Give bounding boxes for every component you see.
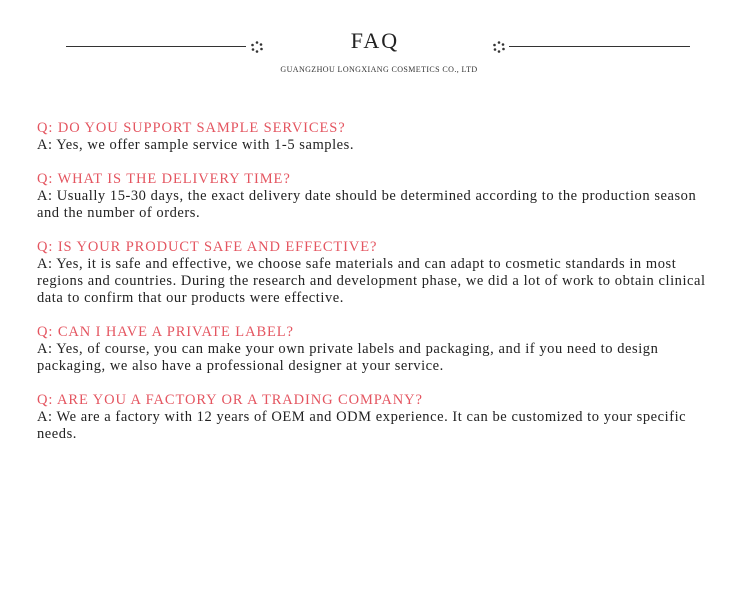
company-name: GUANGZHOU LONGXIANG COSMETICS CO., LTD bbox=[280, 65, 478, 74]
faq-answer: A: Yes, of course, you can make your own private labels and packaging, and if you need to design packaging, we also have a professional designer at your service. bbox=[37, 341, 659, 374]
faq-item bbox=[37, 239, 717, 307]
faq-question: Q: WHAT IS THE DELIVERY TIME? bbox=[37, 171, 291, 187]
page-header bbox=[0, 0, 750, 90]
faq-answer: A: Usually 15-30 days, the exact delivery date should be determined according to the production season and the number of orders. bbox=[37, 188, 697, 221]
faq-question: Q: ARE YOU A FACTORY OR A TRADING COMPANY? bbox=[37, 392, 423, 408]
faq-question: Q: IS YOUR PRODUCT SAFE AND EFFECTIVE? bbox=[37, 239, 378, 255]
divider-right bbox=[509, 46, 690, 47]
faq-item bbox=[37, 324, 717, 375]
faq-answer: A: We are a factory with 12 years of OEM and ODM experience. It can be customized to your specific needs. bbox=[37, 409, 687, 442]
faq-question: Q: DO YOU SUPPORT SAMPLE SERVICES? bbox=[37, 120, 346, 136]
faq-answer: A: Yes, we offer sample service with 1-5 samples. bbox=[37, 137, 355, 153]
faq-answer: A: Yes, it is safe and effective, we choose safe materials and can adapt to cosmetic standards in most regions and countries. During the research and development phase, we did a lot of work to obtain clinical data to confirm that our products were effective. bbox=[37, 256, 706, 306]
faq-question: Q: CAN I HAVE A PRIVATE LABEL? bbox=[37, 324, 294, 340]
faq-item bbox=[37, 120, 717, 154]
faq-item bbox=[37, 392, 717, 443]
faq-list bbox=[37, 120, 717, 460]
dot-cluster-icon bbox=[492, 40, 506, 54]
page-title: FAQ bbox=[350, 28, 400, 53]
faq-item bbox=[37, 171, 717, 222]
